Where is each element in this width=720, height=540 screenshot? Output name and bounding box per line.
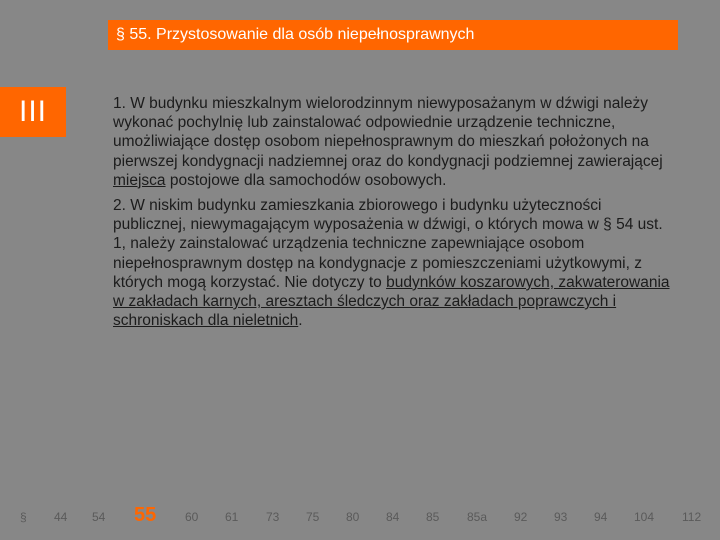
- nav-item-93[interactable]: 93: [554, 510, 568, 524]
- paragraph-1-link[interactable]: miejsca: [113, 171, 166, 189]
- paragraph-2-tail: .: [298, 312, 303, 330]
- nav-item-85a[interactable]: 85a: [467, 510, 488, 524]
- paragraph-1-lead: 1. W budynku mieszkalnym wielorodzinnym niewyposażanym w dźwigi należy wykonać pochylnię lub zainstalować odpowiednie urządzenie techniczne, umożliwiające dostęp osobom niepełnosprawnym do mieszkań położonych na pierwszej kondygnacji nadziemnej oraz do kondygnacji podziemnej zawierającej: [113, 95, 663, 170]
- nav-item-84[interactable]: 84: [386, 510, 400, 524]
- section-navigation: [0, 500, 720, 536]
- nav-item-61[interactable]: 61: [225, 510, 239, 524]
- paragraph-2-lead: 2. W niskim budynku zamieszkania zbiorowego i budynku użyteczności publicznej, niewymagającym wyposażenia w dźwigi, o których mowa w § 54 ust. 1, należy zainstalować urządzenia techniczne zapewniające osobom niepełnosprawnym dostęp na kondygnacje z pomieszczeniami użytkowymi, z których mogą korzystać. Nie dotyczy to: [113, 197, 663, 291]
- nav-item-73[interactable]: 73: [266, 510, 280, 524]
- nav-item-85[interactable]: 85: [426, 510, 440, 524]
- chapter-label: III: [18, 95, 47, 128]
- paragraph-1-tail: postojowe dla samochodów osobowych.: [165, 171, 447, 189]
- nav-item-75[interactable]: 75: [306, 510, 320, 524]
- nav-item-55-current[interactable]: 55: [134, 504, 157, 526]
- nav-item-80[interactable]: 80: [346, 510, 360, 524]
- nav-item-104[interactable]: 104: [634, 510, 655, 524]
- content-area: [113, 94, 673, 336]
- nav-item-60[interactable]: 60: [185, 510, 199, 524]
- nav-item-paragraph[interactable]: §: [20, 510, 27, 524]
- paragraph-1: [113, 94, 673, 190]
- page-title-text: § 55. Przystosowanie dla osób niepełnosprawnych: [116, 26, 475, 43]
- paragraph-2-link[interactable]: budynków koszarowych, zakwaterowania w zakładach karnych, aresztach śledczych oraz zakładach poprawczych i schroniskach dla nieletnich: [113, 273, 670, 330]
- nav-item-94[interactable]: 94: [594, 510, 608, 524]
- paragraph-2: [113, 196, 673, 330]
- page-title: [108, 20, 678, 50]
- nav-item-92[interactable]: 92: [514, 510, 528, 524]
- nav-item-44[interactable]: 44: [54, 510, 68, 524]
- chapter-badge: [0, 87, 66, 137]
- nav-item-54[interactable]: 54: [92, 510, 106, 524]
- nav-item-112[interactable]: 112: [682, 510, 702, 524]
